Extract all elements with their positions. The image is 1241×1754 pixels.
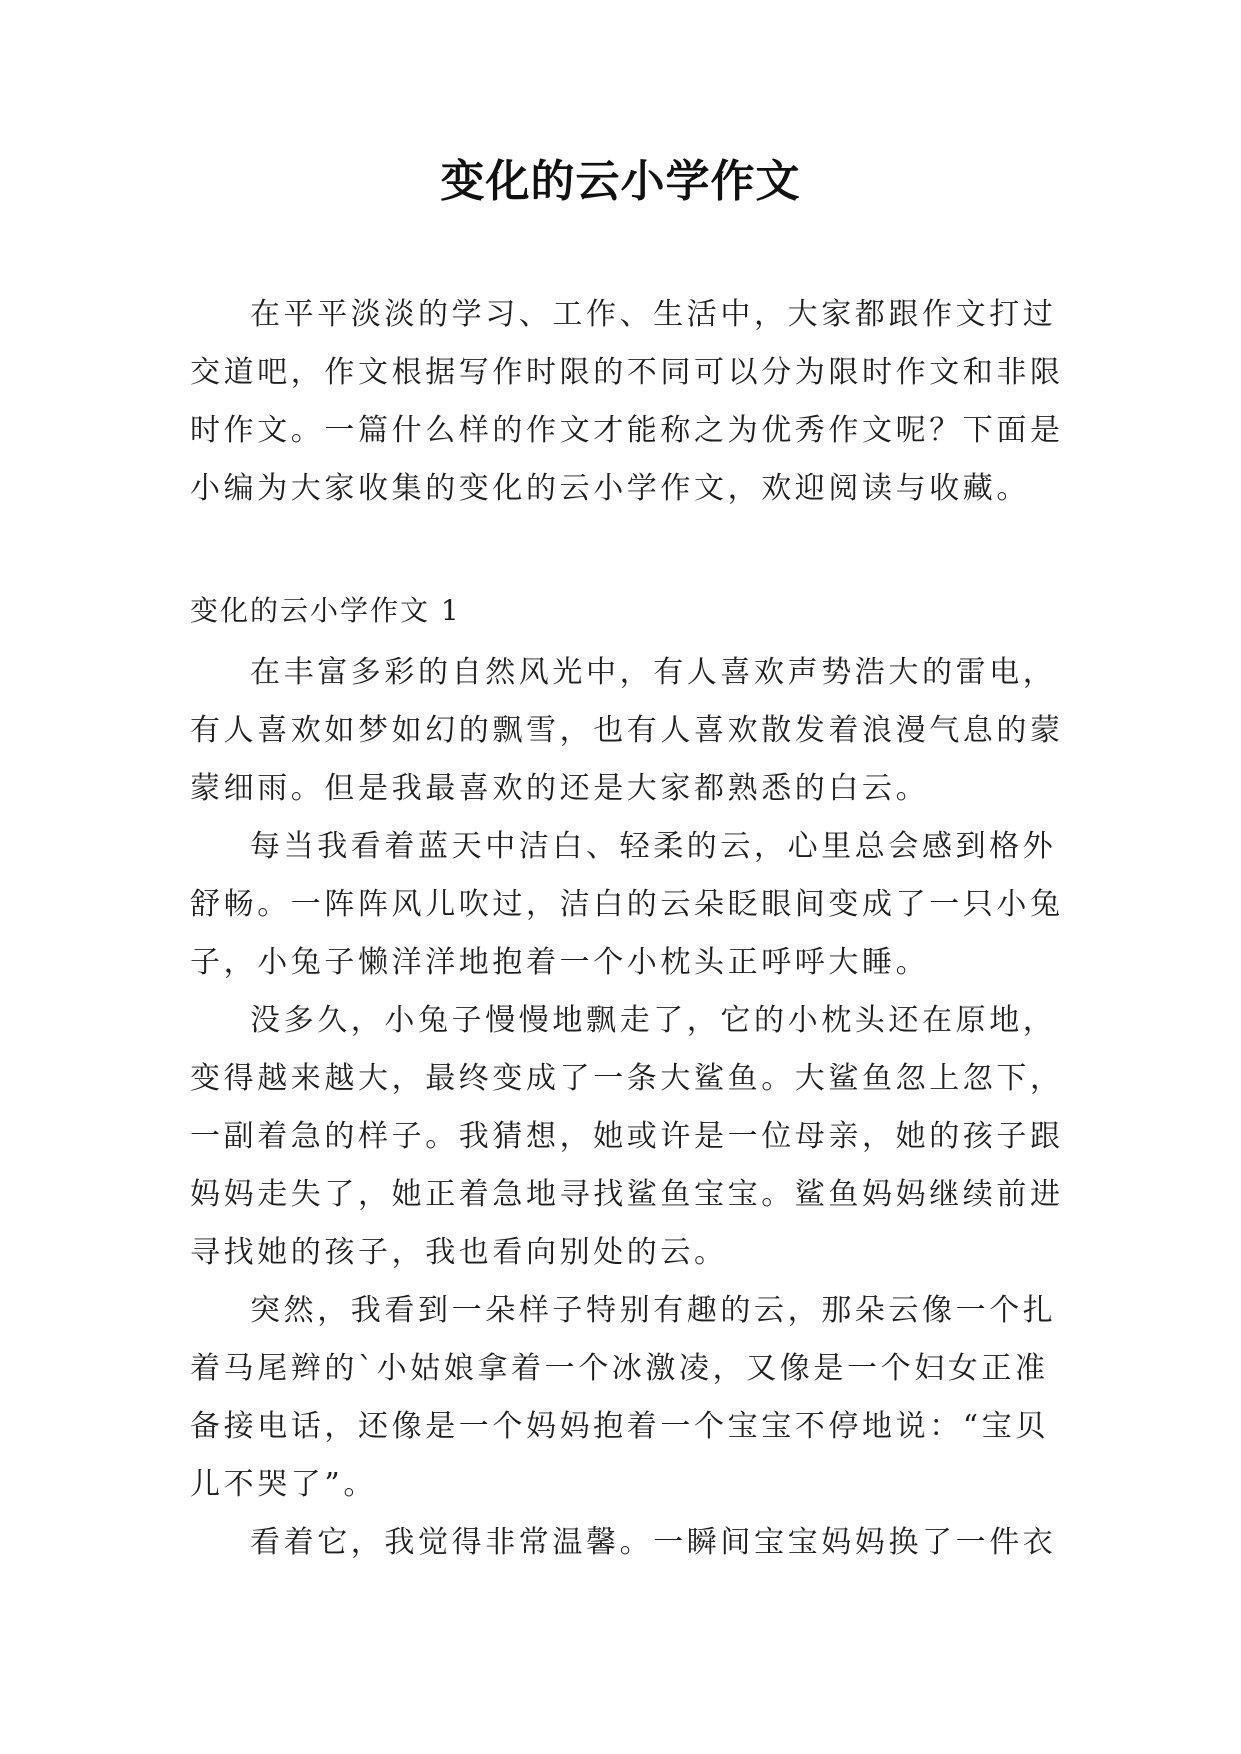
paragraph-3: 没多久，小兔子慢慢地飘走了，它的小枕头还在原地，变得越来越大，最终变成了一条大鲨鱼。大鲨鱼忽上忽下，一副着急的样子。我猜想，她或许是一位母亲，她的孩子跟妈妈走失了，她正着急地寻找鲨鱼宝宝。鲨鱼妈妈继续前进寻找她的孩子，我也看向别处的云。 (190, 1003, 1064, 1270)
paragraph-5: 看着它，我觉得非常温馨。一瞬间宝宝妈妈换了一件衣 (250, 1525, 1057, 1560)
document-title: 变化的云小学作文 (440, 156, 801, 207)
paragraph-4: 突然，我看到一朵样子特别有趣的云，那朵云像一个扎着马尾辫的`小姑娘拿着一个冰激凌，又像是一个妇女正准备接电话，还像是一个妈妈抱着一个宝宝不停地说：“宝贝儿不哭了”。 (190, 1293, 1057, 1502)
paragraph-2: 每当我看着蓝天中洁白、轻柔的云，心里总会感到格外舒畅。一阵阵风儿吹过，洁白的云朵眨眼间变成了一只小兔子，小兔子懒洋洋地抱着一个小枕头正呼呼大睡。 (190, 829, 1064, 980)
section-heading: 变化的云小学作文 1 (190, 594, 461, 627)
essay-section (190, 582, 1066, 1572)
intro-block (190, 286, 1066, 518)
intro-paragraph: 在平平淡淡的学习、工作、生活中，大家都跟作文打过交道吧，作文根据写作时限的不同可以分为限时作文和非限时作文。一篇什么样的作文才能称之为优秀作文呢？下面是小编为大家收集的变化的云小学作文，欢迎阅读与收藏。 (190, 297, 1064, 506)
paragraph-1: 在丰富多彩的自然风光中，有人喜欢声势浩大的雷电，有人喜欢如梦如幻的飘雪，也有人喜欢散发着浪漫气息的蒙蒙细雨。但是我最喜欢的还是大家都熟悉的白云。 (190, 655, 1064, 806)
